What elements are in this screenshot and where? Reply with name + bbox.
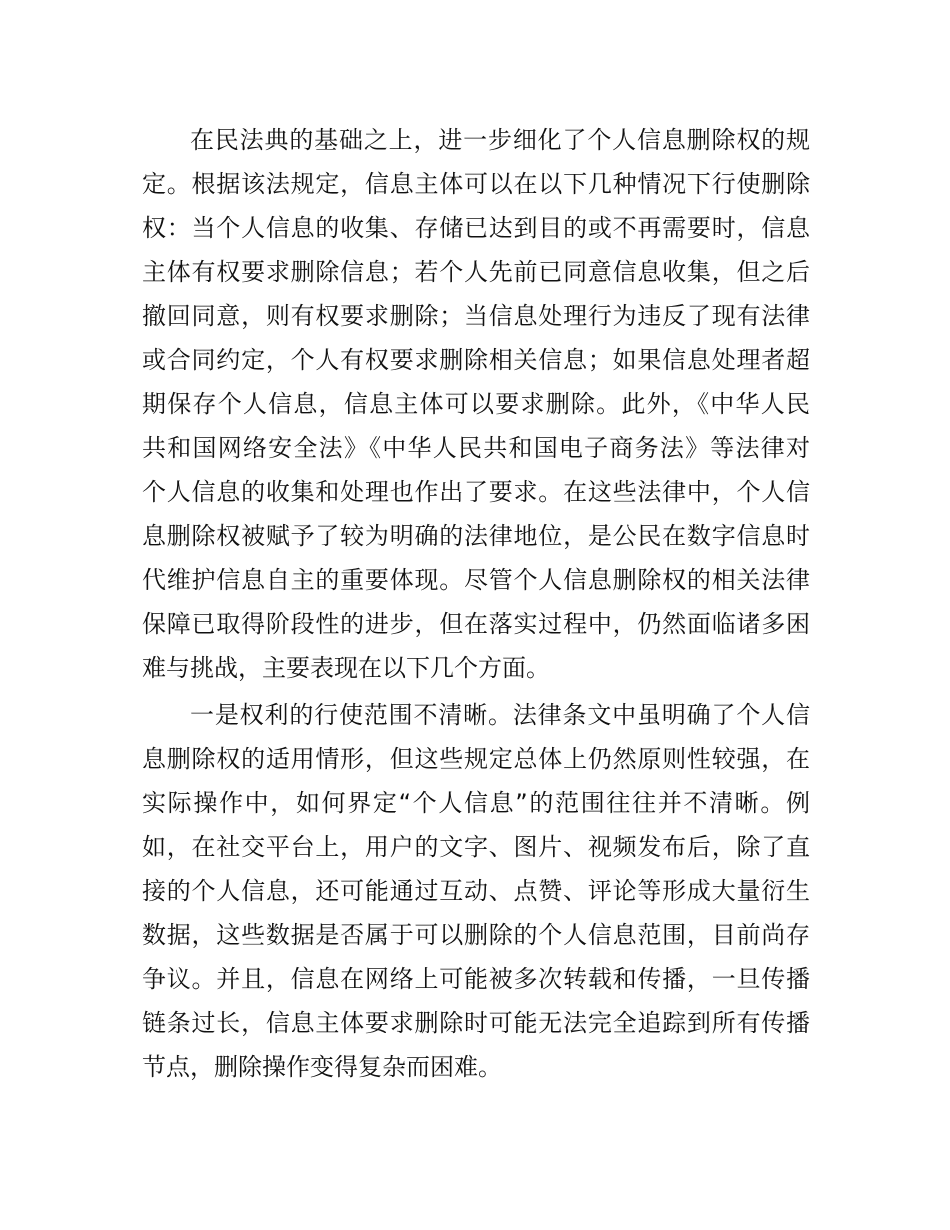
text-line: 实际操作中，如何界定“个人信息”的范围往往并不清晰。例 (142, 789, 810, 817)
text-line: 争议。并且，信息在网络上可能被多次转载和传播，一旦传播 (142, 965, 810, 993)
text-line: 一是权利的行使范围不清晰。法律条文中虽明确了个人信 (190, 701, 810, 729)
text-line: 节点，删除操作变得复杂而困难。 (142, 1053, 502, 1081)
text-line: 保障已取得阶段性的进步，但在落实过程中，仍然面临诸多困 (142, 610, 810, 638)
text-line: 息删除权被赋予了较为明确的法律地位，是公民在数字信息时 (142, 522, 810, 550)
text-line: 如，在社交平台上，用户的文字、图片、视频发布后，除了直 (142, 833, 810, 861)
text-line: 在民法典的基础之上，进一步细化了个人信息删除权的规 (190, 126, 810, 154)
text-line: 数据，这些数据是否属于可以删除的个人信息范围，目前尚存 (142, 921, 810, 949)
text-line: 权：当个人信息的收集、存储已达到目的或不再需要时，信息 (142, 214, 810, 242)
text-line: 难与挑战，主要表现在以下几个方面。 (142, 654, 550, 682)
text-line: 个人信息的收集和处理也作出了要求。在这些法律中，个人信 (142, 478, 810, 506)
text-line: 定。根据该法规定，信息主体可以在以下几种情况下行使删除 (142, 170, 810, 198)
text-line: 撤回同意，则有权要求删除；当信息处理行为违反了现有法律 (142, 302, 810, 330)
text-line: 主体有权要求删除信息；若个人先前已同意信息收集，但之后 (142, 258, 810, 286)
text-line: 期保存个人信息，信息主体可以要求删除。此外，《中华人民 (142, 390, 810, 418)
paragraph-1 (142, 118, 810, 690)
text-line: 共和国网络安全法》《中华人民共和国电子商务法》等法律对 (142, 434, 810, 462)
text-line: 链条过长，信息主体要求删除时可能无法完全追踪到所有传播 (142, 1009, 810, 1037)
text-line: 接的个人信息，还可能通过互动、点赞、评论等形成大量衍生 (142, 877, 810, 905)
paragraph-2 (142, 693, 810, 1089)
text-line: 代维护信息自主的重要体现。尽管个人信息删除权的相关法律 (142, 566, 810, 594)
text-line: 或合同约定，个人有权要求删除相关信息；如果信息处理者超 (142, 346, 810, 374)
text-line: 息删除权的适用情形，但这些规定总体上仍然原则性较强，在 (142, 745, 810, 773)
